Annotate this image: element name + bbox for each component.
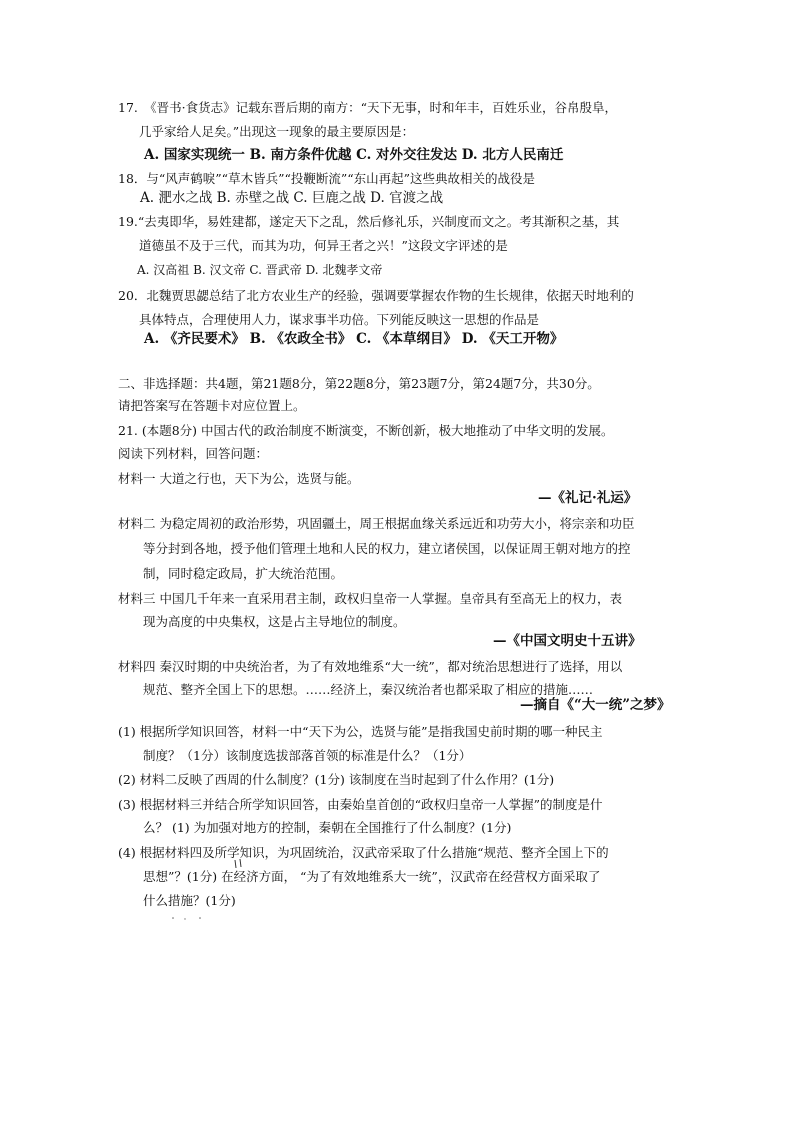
q17-stem-line1: 17. 《晋书·食货志》记载东晋后期的南方：“天下无事，时和年丰，百姓乐业，谷帛殷阜， bbox=[118, 100, 617, 115]
pen-mark-decoration bbox=[232, 858, 246, 872]
section2-heading: 二、非选择题：共4题，第21题8分，第22题8分，第23题7分，第24题7分，共30分。 bbox=[118, 376, 600, 391]
material1-text: 材料一 大道之行也，天下为公，选贤与能。 bbox=[118, 471, 360, 486]
subq2-line1: (2) 材料二反映了西周的什么制度？(1分) 该制度在当时起到了什么作用？(1分) bbox=[118, 772, 555, 787]
material3-source: —《中国文明史十五讲》 bbox=[493, 633, 642, 649]
section2-instruction: 请把答案写在答题卡对应位置上。 bbox=[118, 398, 306, 413]
material4-source: —摘自《“大一统”之梦》 bbox=[520, 697, 671, 713]
subq4-line3: 什么措施？(1分) bbox=[143, 893, 236, 908]
material4-line1: 材料四 秦汉时期的中央统治者，为了有效地维系“大一统”，都对统治思想进行了选择，用以 bbox=[118, 659, 623, 674]
material2-line3: 制，同时稳定政局，扩大统治范围。 bbox=[143, 566, 344, 581]
q19-options: A. 汉高祖 B. 汉文帝 C. 晋武帝 D. 北魏孝文帝 bbox=[137, 263, 383, 277]
material4-line2: 规范、整齐全国上下的思想。……经济上，秦汉统治者也都采取了相应的措施…… bbox=[143, 682, 594, 697]
q17-options: A. 国家实现统一 B. 南方条件优越 C. 对外交往发达 D. 北方人民南迁 bbox=[144, 147, 564, 163]
subq3-line2: 么？ (1) 为加强对地方的控制，秦朝在全国推行了什么制度？(1分) bbox=[143, 820, 512, 835]
q20-stem-line2: 具体特点，合理使用人力，谋求事半功倍。下列能反映这一思想的作品是 bbox=[139, 312, 540, 327]
q21-stem-line1: 21. (本题8分) 中国古代的政治制度不断演变，不断创新，极大地推动了中华文明的发展。 bbox=[118, 423, 614, 438]
subq3-line1: (3) 根据材料三并结合所学知识回答，由秦始皇首创的“政权归皇帝一人掌握”的制度是什 bbox=[118, 797, 603, 812]
material2-line1: 材料二 为稳定周初的政治形势，巩固疆土，周王根据血缘关系远近和功劳大小，将宗亲和功臣 bbox=[118, 516, 635, 531]
q20-stem-line1: 20．北魏贾思勰总结了北方农业生产的经验，强调要掌握农作物的生长规律，依据天时地利的 bbox=[118, 288, 634, 303]
q19-stem-line1: 19.“去夷即华，易姓建都，遂定天下之乱，然后修礼乐，兴制度而文之。考其渐积之基，其 bbox=[118, 214, 620, 229]
subq4-line1: (4) 根据材料四及所学知识，为巩固统治，汉武帝采取了什么措施“规范、整齐全国上下的 bbox=[118, 845, 609, 860]
material2-line2: 等分封到各地，授予他们管理土地和人民的权力，建立诸侯国，以保证周王朝对地方的控 bbox=[143, 541, 631, 556]
material3-line2: 现为高度的中央集权，这是占主导地位的制度。 bbox=[143, 614, 406, 629]
q18-options: A. 淝水之战 B. 赤壁之战 C. 巨鹿之战 D. 官渡之战 bbox=[140, 190, 444, 206]
q21-stem-line2: 阅读下列材料，回答问题： bbox=[118, 446, 269, 461]
q17-stem-line2: 几乎家给人足矣。”出现这一现象的最主要原因是： bbox=[139, 124, 415, 139]
scan-speck-decoration bbox=[170, 914, 210, 922]
subq1-line2: 制度？（1分）该制度选拔部落首领的标准是什么？（1分） bbox=[143, 748, 472, 763]
material3-line1: 材料三 中国几千年来一直采用君主制，政权归皇帝一人掌握。皇帝具有至高无上的权力，表 bbox=[118, 591, 622, 606]
material1-source: —《礼记·礼运》 bbox=[538, 490, 638, 506]
q19-stem-line2: 道德虽不及于三代，而其为功，何异王者之兴！”这段文字评述的是 bbox=[139, 238, 508, 253]
q18-stem: 18．与“风声鹤唳”“草木皆兵”“投鞭断流”“东山再起”这些典故相关的战役是 bbox=[118, 171, 536, 186]
subq1-line1: (1) 根据所学知识回答，材料一中“天下为公，选贤与能”是指我国史前时期的哪一种民主 bbox=[118, 724, 603, 739]
q20-options: A. 《齐民要术》 B. 《农政全书》 C. 《本草纲目》 D. 《天工开物》 bbox=[144, 331, 564, 347]
subq4-line2: 思想”？(1分) 在经济方面， “为了有效地维系大一统”，汉武帝在经营权方面采取了 bbox=[143, 869, 601, 884]
